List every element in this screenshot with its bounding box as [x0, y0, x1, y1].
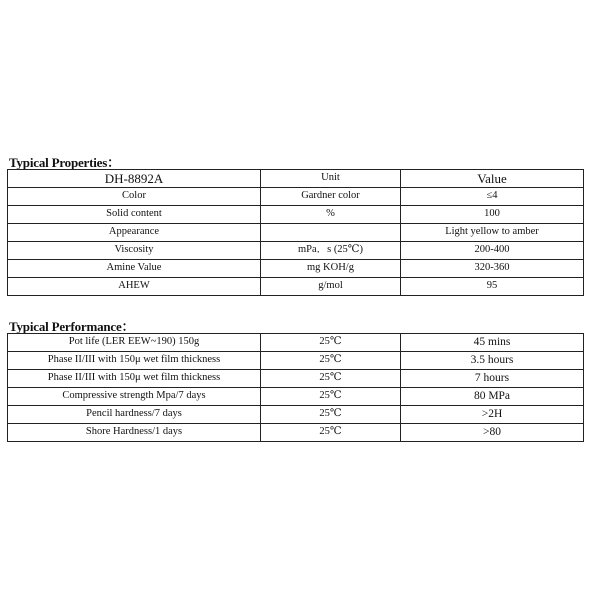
property-name: Solid content — [8, 206, 261, 224]
typical-properties-title: Typical Properties： — [9, 155, 120, 170]
performance-condition: 25℃ — [261, 334, 401, 352]
performance-value: 45 mins — [401, 334, 584, 352]
product-name-header: DH-8892A — [8, 170, 261, 188]
table-row — [8, 424, 584, 442]
performance-condition: 25℃ — [261, 406, 401, 424]
performance-condition: 25℃ — [261, 370, 401, 388]
unit-header: Unit — [261, 170, 401, 188]
typical-performance-title: Typical Performance： — [9, 319, 135, 334]
table-row — [8, 334, 584, 352]
performance-name: Pot life (LER EEW~190) 150g — [8, 334, 261, 352]
performance-value: >2H — [401, 406, 584, 424]
table-row — [8, 188, 584, 206]
property-value: ≤4 — [401, 188, 584, 206]
property-value: 100 — [401, 206, 584, 224]
table-row — [8, 242, 584, 260]
performance-name: Phase II/III with 150μ wet film thickness — [8, 352, 261, 370]
property-unit: g/mol — [261, 278, 401, 296]
property-value: 200-400 — [401, 242, 584, 260]
table-row — [8, 388, 584, 406]
property-value: 320-360 — [401, 260, 584, 278]
performance-condition: 25℃ — [261, 424, 401, 442]
property-unit: mg KOH/g — [261, 260, 401, 278]
property-name: Color — [8, 188, 261, 206]
table-row — [8, 352, 584, 370]
table-row — [8, 224, 584, 242]
property-value: 95 — [401, 278, 584, 296]
performance-value: 7 hours — [401, 370, 584, 388]
property-unit — [261, 224, 401, 242]
performance-value: >80 — [401, 424, 584, 442]
performance-name: Pencil hardness/7 days — [8, 406, 261, 424]
typical-performance-table — [7, 333, 584, 442]
property-name: Appearance — [8, 224, 261, 242]
performance-name: Shore Hardness/1 days — [8, 424, 261, 442]
performance-condition: 25℃ — [261, 388, 401, 406]
typical-properties-table — [7, 169, 584, 296]
table-row — [8, 406, 584, 424]
property-name: Viscosity — [8, 242, 261, 260]
performance-name: Compressive strength Mpa/7 days — [8, 388, 261, 406]
value-header: Value — [401, 170, 584, 188]
performance-condition: 25℃ — [261, 352, 401, 370]
property-value: Light yellow to amber — [401, 224, 584, 242]
table-row — [8, 260, 584, 278]
table-row — [8, 370, 584, 388]
property-unit: mPa．s (25℃) — [261, 242, 401, 260]
table-row — [8, 206, 584, 224]
property-name: AHEW — [8, 278, 261, 296]
property-unit: % — [261, 206, 401, 224]
performance-value: 3.5 hours — [401, 352, 584, 370]
table-row — [8, 278, 584, 296]
performance-name: Phase II/III with 150μ wet film thickness — [8, 370, 261, 388]
table-header-row — [8, 170, 584, 188]
property-unit: Gardner color — [261, 188, 401, 206]
property-name: Amine Value — [8, 260, 261, 278]
performance-value: 80 MPa — [401, 388, 584, 406]
